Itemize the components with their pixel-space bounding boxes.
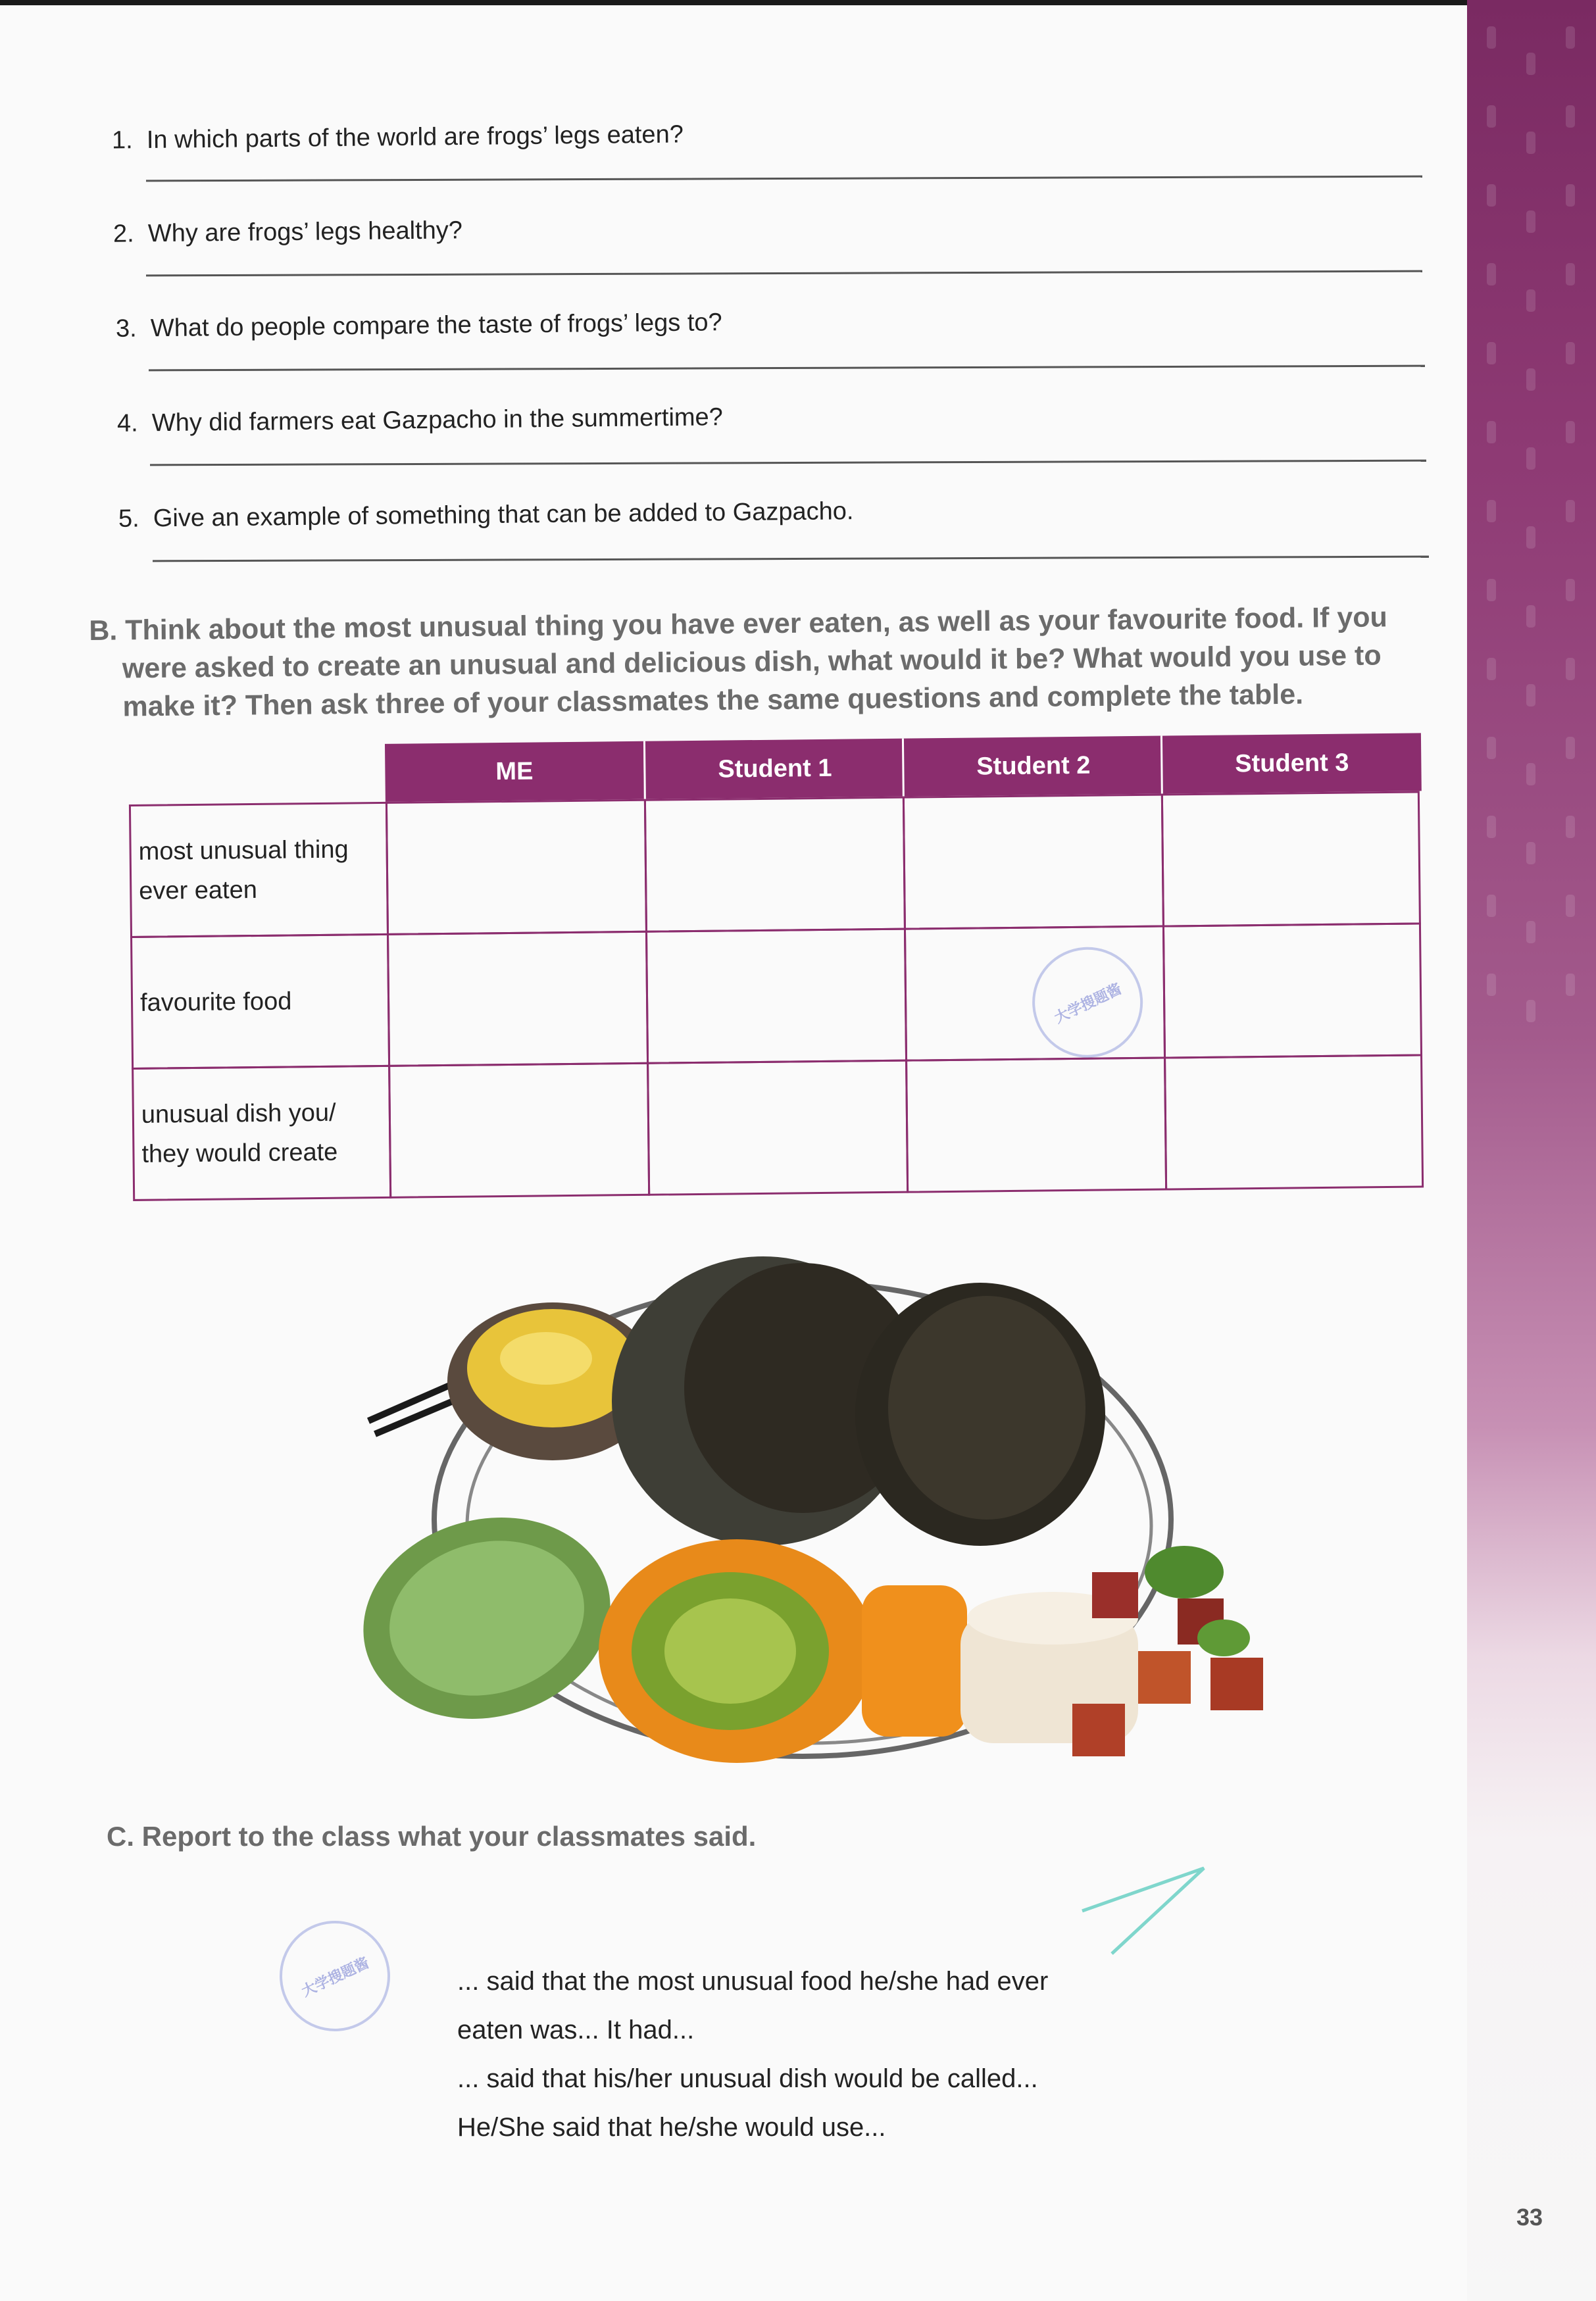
question-1: 1. In which parts of the world are frogs’ legs eaten? bbox=[111, 120, 684, 155]
cell-r3-student2[interactable] bbox=[905, 1057, 1167, 1193]
cell-r3-student1[interactable] bbox=[647, 1060, 909, 1196]
answer-line-4[interactable] bbox=[150, 460, 1426, 466]
report-prompts bbox=[457, 1957, 1048, 2152]
cell-r3-me[interactable] bbox=[388, 1062, 650, 1199]
question-5: 5. Give an example of something that can be added to Gazpacho. bbox=[118, 497, 854, 533]
decorative-sidebar bbox=[1467, 0, 1596, 2301]
teal-pointer bbox=[1079, 1865, 1210, 1957]
mint-leaf bbox=[1145, 1546, 1224, 1598]
section-b-line2: were asked to create an unusual and delicious dish, what would it be? What would you use to bbox=[122, 639, 1382, 685]
header-student-3: Student 3 bbox=[1160, 733, 1422, 793]
cell-r2-student1[interactable] bbox=[645, 928, 907, 1064]
prompt-1: ... said that the most unusual food he/she had ever bbox=[457, 1967, 1049, 1996]
cell-r1-student1[interactable] bbox=[644, 797, 906, 933]
top-edge bbox=[0, 0, 1596, 5]
answer-line-2[interactable] bbox=[146, 270, 1422, 277]
question-3: 3. What do people compare the taste of frogs’ legs to? bbox=[115, 309, 722, 343]
cell-r1-student2[interactable] bbox=[903, 794, 1164, 930]
watermark-stamp-2: 大学搜题酱 bbox=[261, 1902, 408, 2049]
question-4: 4. Why did farmers eat Gazpacho in the summertime? bbox=[116, 403, 724, 437]
cell-r1-me[interactable] bbox=[386, 799, 647, 935]
cell-r3-student3[interactable] bbox=[1164, 1054, 1424, 1190]
row-label-unusual-thing: most unusual thing ever eaten bbox=[138, 835, 349, 905]
answer-line-3[interactable] bbox=[149, 365, 1425, 372]
answer-line-1[interactable] bbox=[146, 176, 1422, 182]
cell-r2-me[interactable] bbox=[387, 931, 649, 1067]
prompt-2: eaten was... It had... bbox=[457, 2016, 695, 2044]
row-label-favourite-food: favourite food bbox=[139, 987, 292, 1017]
header-me: ME bbox=[385, 741, 644, 802]
header-student-1: Student 1 bbox=[643, 739, 905, 799]
cell-r2-student3[interactable] bbox=[1162, 922, 1422, 1058]
header-student-2: Student 2 bbox=[902, 736, 1163, 797]
section-b-line3: make it? Then ask three of your classmates the same questions and complete the table. bbox=[122, 678, 1304, 723]
question-2: 2. Why are frogs’ legs healthy? bbox=[112, 216, 463, 248]
prompt-3: ... said that his/her unusual dish would be called... bbox=[457, 2064, 1038, 2093]
section-b-instructions bbox=[89, 598, 1406, 726]
section-c-heading: C. Report to the class what your classmates said. bbox=[107, 1821, 757, 1852]
page-number: 33 bbox=[1516, 2204, 1543, 2231]
cell-r1-student3[interactable] bbox=[1161, 791, 1421, 927]
prompt-4: He/She said that he/she would use... bbox=[457, 2113, 886, 2142]
watermark-stamp: 大学搜题酱 bbox=[1014, 929, 1161, 1076]
row-label-unusual-dish: unusual dish you/ they would create bbox=[141, 1099, 338, 1168]
section-b-letter: B. bbox=[89, 614, 118, 647]
section-b-line1: Think about the most unusual thing you have ever eaten, as well as your favourite food. If you bbox=[125, 601, 1388, 647]
answer-line-5[interactable] bbox=[153, 556, 1429, 562]
food-collage-image bbox=[355, 1230, 1329, 1796]
